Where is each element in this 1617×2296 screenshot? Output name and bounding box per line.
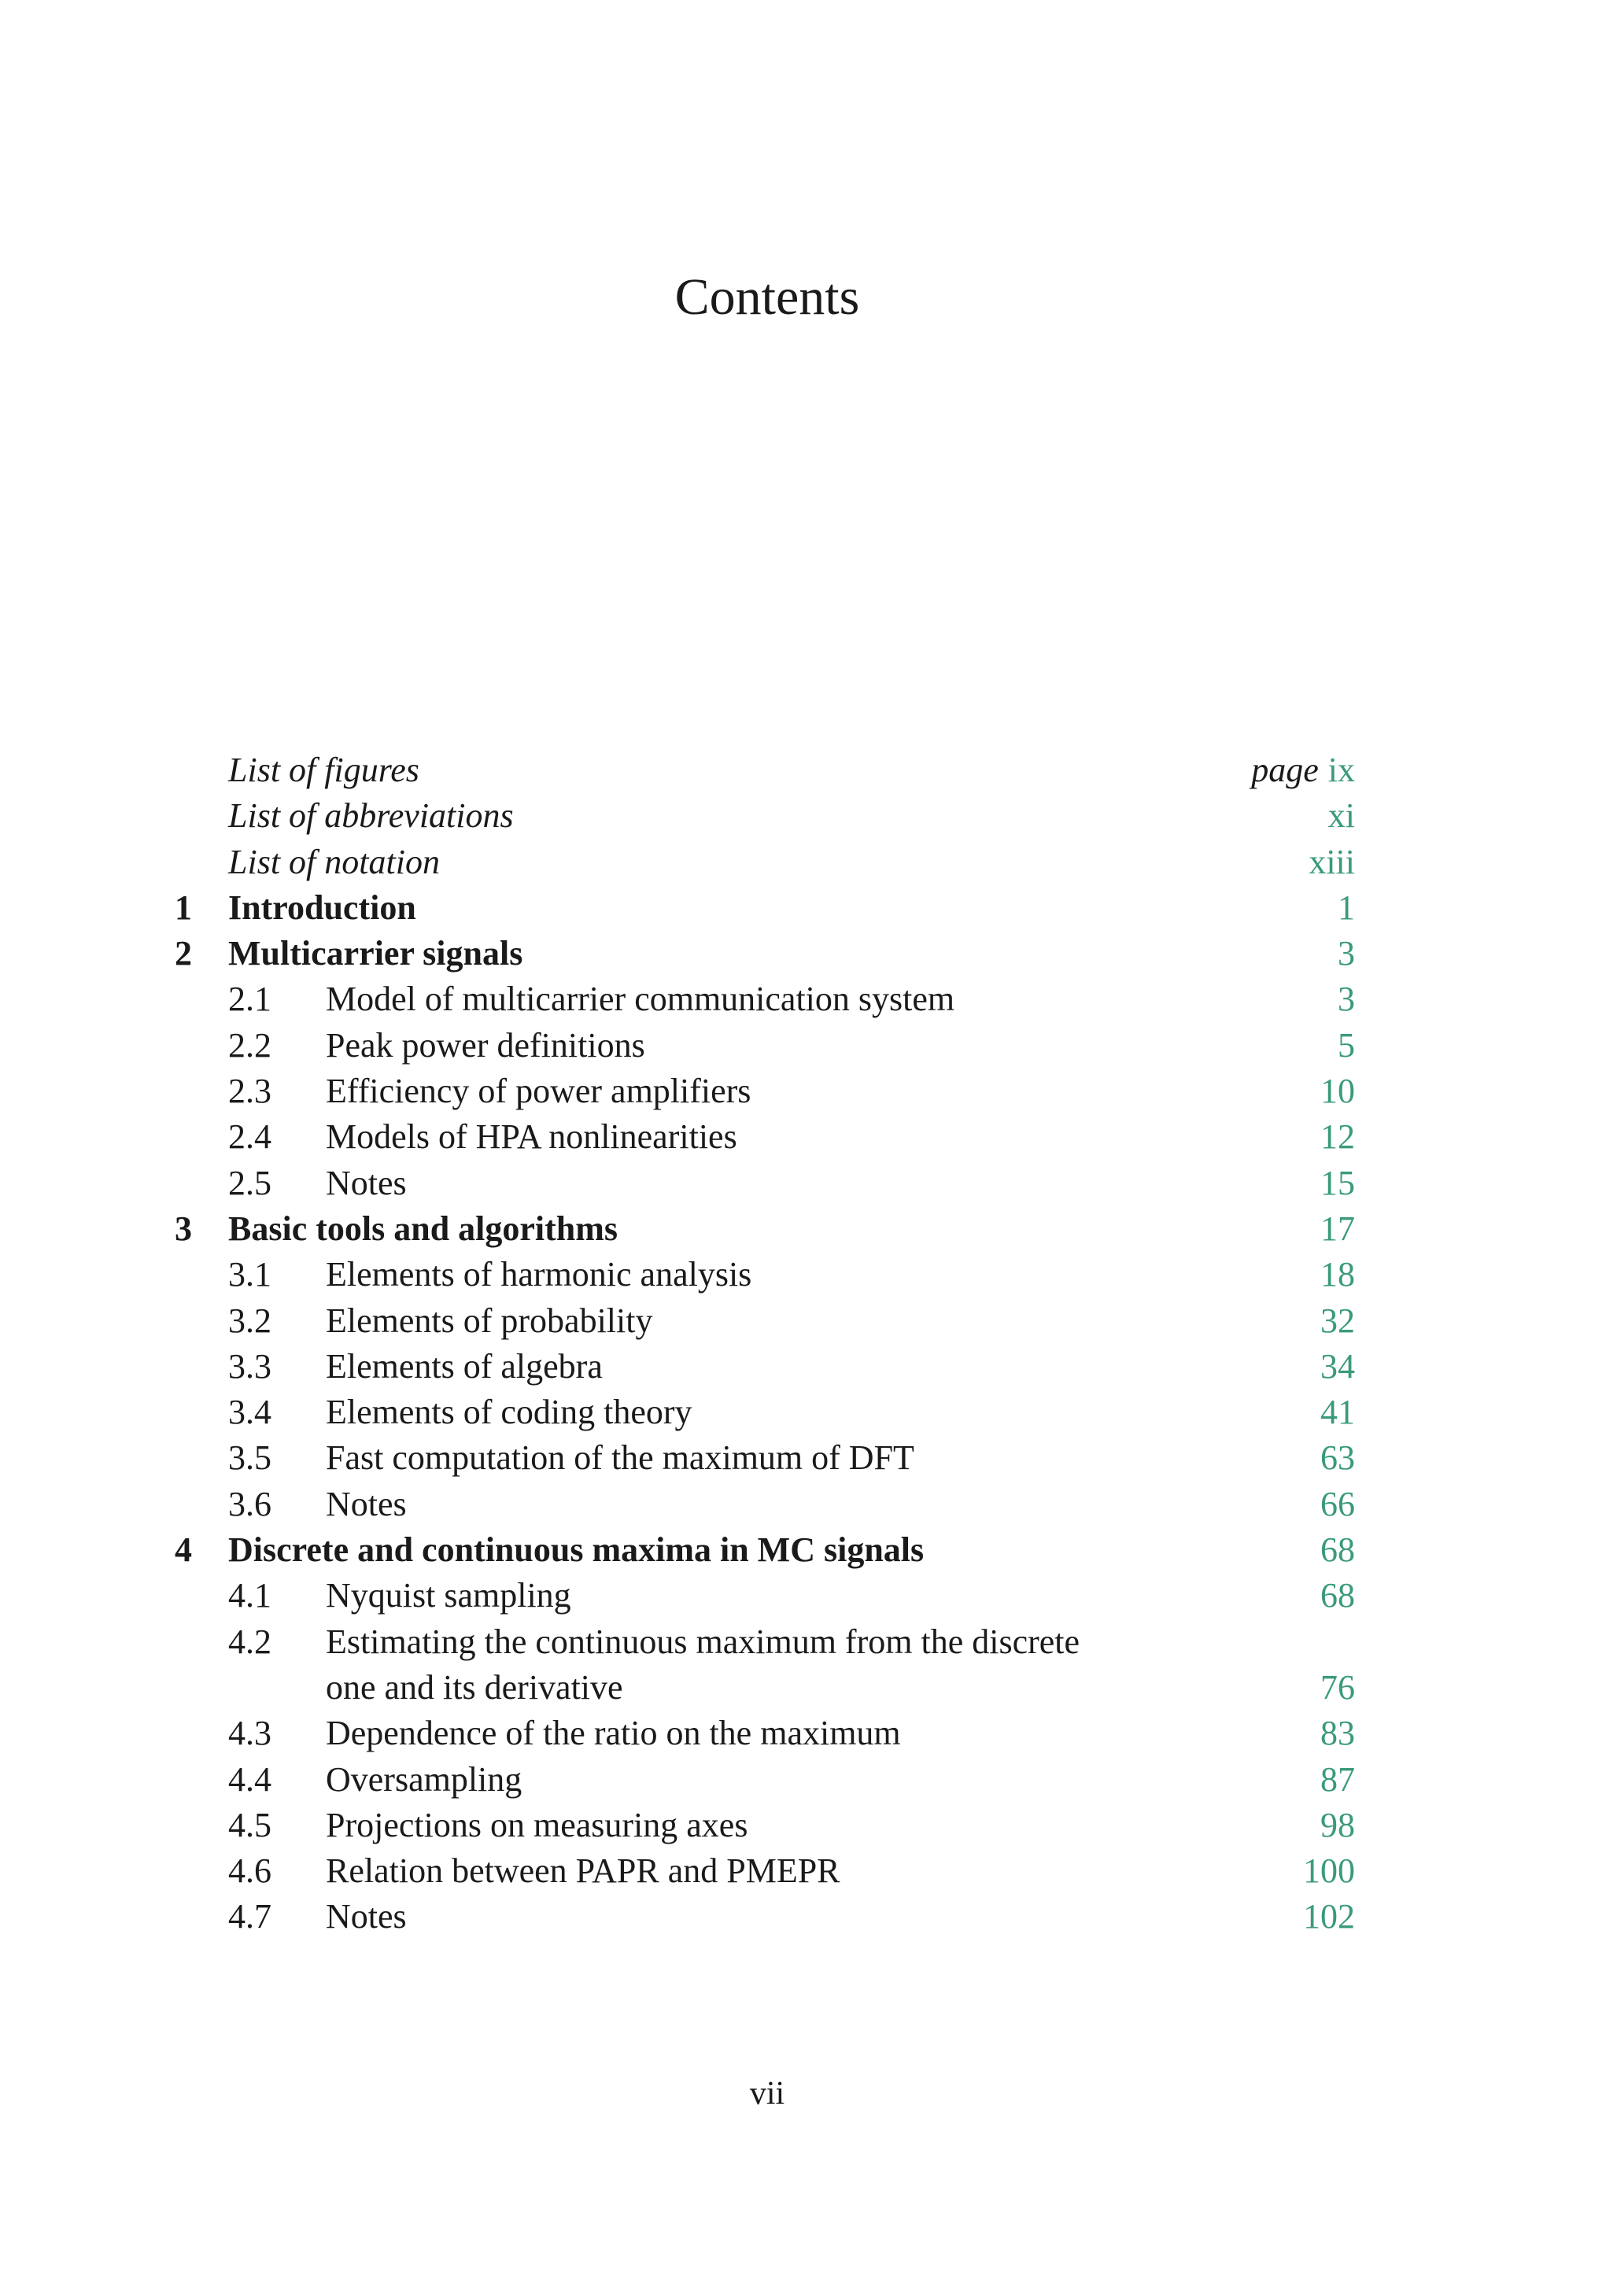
chapter-title: Basic tools and algorithms bbox=[228, 1209, 618, 1248]
section-title: Projections on measuring axes bbox=[326, 1805, 748, 1844]
chapter-title: Multicarrier signals bbox=[228, 934, 523, 973]
toc-entry-label: List of abbreviations bbox=[228, 796, 514, 836]
section-title: Models of HPA nonlinearities bbox=[326, 1117, 737, 1157]
toc-chapter-2[interactable] bbox=[0, 931, 1617, 976]
toc-entry-page[interactable]: 3 bbox=[1338, 934, 1355, 973]
toc-section[interactable] bbox=[0, 1023, 1617, 1069]
section-title: Elements of probability bbox=[326, 1301, 653, 1340]
toc-entry-page[interactable]: 102 bbox=[1303, 1897, 1355, 1936]
section-title: Model of multicarrier communication system bbox=[326, 980, 955, 1019]
chapter-title: Introduction bbox=[228, 888, 416, 927]
toc-section[interactable] bbox=[0, 976, 1617, 1022]
toc-section[interactable] bbox=[0, 1069, 1617, 1114]
toc-entry-page[interactable]: 87 bbox=[1320, 1759, 1355, 1799]
toc-entry-page[interactable]: 17 bbox=[1320, 1209, 1355, 1248]
chapter-number: 1 bbox=[175, 888, 192, 927]
section-title: Nyquist sampling bbox=[326, 1576, 571, 1615]
section-number: 2.3 bbox=[228, 1072, 271, 1111]
page-title: Contents bbox=[674, 268, 860, 326]
toc-entry-page[interactable]: 100 bbox=[1303, 1851, 1355, 1891]
section-title: Efficiency of power amplifiers bbox=[326, 1072, 751, 1111]
toc-section[interactable] bbox=[0, 1344, 1617, 1390]
page-prefix: page bbox=[1251, 751, 1319, 789]
toc-entry-page[interactable]: xiii bbox=[1309, 842, 1355, 881]
toc-entry-page[interactable]: 15 bbox=[1320, 1163, 1355, 1202]
section-number: 4.3 bbox=[228, 1714, 271, 1753]
section-number: 4.7 bbox=[228, 1897, 271, 1936]
toc-section[interactable] bbox=[0, 1435, 1617, 1481]
toc-entry-page[interactable]: 18 bbox=[1320, 1255, 1355, 1294]
section-title: Estimating the continuous maximum from the discrete bbox=[326, 1622, 1080, 1661]
section-title: Relation between PAPR and PMEPR bbox=[326, 1851, 840, 1891]
toc-entry-list-of-notation[interactable] bbox=[0, 840, 1617, 885]
chapter-title: Discrete and continuous maxima in MC signals bbox=[228, 1530, 925, 1570]
section-number: 3.5 bbox=[228, 1438, 271, 1478]
section-number: 2.1 bbox=[228, 980, 271, 1019]
section-number: 3.6 bbox=[228, 1484, 271, 1523]
toc-section[interactable] bbox=[0, 1757, 1617, 1803]
toc-entry-page[interactable]: 98 bbox=[1320, 1805, 1355, 1844]
toc-section[interactable] bbox=[0, 1573, 1617, 1619]
toc-section[interactable] bbox=[0, 1252, 1617, 1297]
chapter-number: 3 bbox=[175, 1209, 192, 1248]
section-number: 2.4 bbox=[228, 1117, 271, 1157]
section-number: 4.4 bbox=[228, 1759, 271, 1799]
section-title: Fast computation of the maximum of DFT bbox=[326, 1438, 914, 1478]
section-number: 3.1 bbox=[228, 1255, 271, 1294]
section-title: Peak power definitions bbox=[326, 1025, 645, 1065]
section-title: Notes bbox=[326, 1484, 407, 1523]
toc-entry-page[interactable]: 83 bbox=[1320, 1714, 1355, 1753]
toc-section[interactable] bbox=[0, 1803, 1617, 1848]
section-number: 4.2 bbox=[228, 1622, 271, 1661]
toc-section[interactable] bbox=[0, 1711, 1617, 1756]
section-title: Notes bbox=[326, 1163, 407, 1202]
section-number: 3.2 bbox=[228, 1301, 271, 1340]
section-title: Notes bbox=[326, 1897, 407, 1936]
section-number: 3.4 bbox=[228, 1393, 271, 1432]
chapter-number: 4 bbox=[175, 1530, 192, 1570]
section-title-continuation: one and its derivative bbox=[326, 1667, 623, 1707]
section-title: Elements of coding theory bbox=[326, 1393, 692, 1432]
page-folio: vii bbox=[749, 2076, 785, 2112]
section-title: Elements of algebra bbox=[326, 1346, 603, 1386]
toc-entry-page[interactable]: 63 bbox=[1320, 1438, 1355, 1478]
toc-entry-label: List of notation bbox=[228, 842, 440, 881]
toc-entry-page[interactable]: 68 bbox=[1320, 1576, 1355, 1615]
toc-entry-page[interactable]: 34 bbox=[1320, 1346, 1355, 1386]
toc-entry-page[interactable]: 76 bbox=[1320, 1667, 1355, 1707]
toc-entry-page[interactable]: 3 bbox=[1338, 980, 1355, 1019]
section-number: 4.1 bbox=[228, 1576, 271, 1615]
section-title: Oversampling bbox=[326, 1759, 522, 1799]
toc-entry-page[interactable]: 10 bbox=[1320, 1072, 1355, 1111]
toc-section[interactable] bbox=[0, 1114, 1617, 1160]
toc-entry-page[interactable] bbox=[1251, 747, 1355, 793]
section-title: Elements of harmonic analysis bbox=[326, 1255, 752, 1294]
toc-entry-list-of-figures[interactable] bbox=[0, 747, 1617, 793]
toc-section[interactable] bbox=[0, 1298, 1617, 1344]
toc-entry-label: List of figures bbox=[228, 751, 419, 789]
toc-entry-page[interactable]: 5 bbox=[1338, 1025, 1355, 1065]
toc-entry-page[interactable]: 32 bbox=[1320, 1301, 1355, 1340]
toc-entry-page[interactable]: 66 bbox=[1320, 1484, 1355, 1523]
section-number: 4.5 bbox=[228, 1805, 271, 1844]
section-number: 3.3 bbox=[228, 1346, 271, 1386]
section-number: 2.5 bbox=[228, 1163, 271, 1202]
toc-entry-page[interactable]: xi bbox=[1327, 796, 1355, 836]
page-number: ix bbox=[1327, 751, 1355, 789]
section-number: 4.6 bbox=[228, 1851, 271, 1891]
toc-entry-page[interactable]: 12 bbox=[1320, 1117, 1355, 1157]
toc-chapter-4[interactable] bbox=[0, 1527, 1617, 1573]
section-title: Dependence of the ratio on the maximum bbox=[326, 1714, 901, 1753]
toc-entry-page[interactable]: 68 bbox=[1320, 1530, 1355, 1570]
toc-chapter-1[interactable] bbox=[0, 885, 1617, 931]
toc-section-continuation[interactable] bbox=[0, 1665, 1617, 1711]
toc-section[interactable] bbox=[0, 1894, 1617, 1940]
table-of-contents bbox=[0, 747, 1617, 1940]
toc-section[interactable] bbox=[0, 1161, 1617, 1206]
section-number: 2.2 bbox=[228, 1025, 271, 1065]
toc-entry-list-of-abbreviations[interactable] bbox=[0, 793, 1617, 839]
chapter-number: 2 bbox=[175, 934, 192, 973]
toc-section[interactable] bbox=[0, 1848, 1617, 1894]
toc-section[interactable] bbox=[0, 1390, 1617, 1435]
toc-entry-page[interactable]: 41 bbox=[1320, 1393, 1355, 1432]
toc-section[interactable] bbox=[0, 1482, 1617, 1527]
toc-section[interactable] bbox=[0, 1619, 1617, 1665]
toc-entry-page[interactable]: 1 bbox=[1338, 888, 1355, 927]
toc-chapter-3[interactable] bbox=[0, 1206, 1617, 1252]
